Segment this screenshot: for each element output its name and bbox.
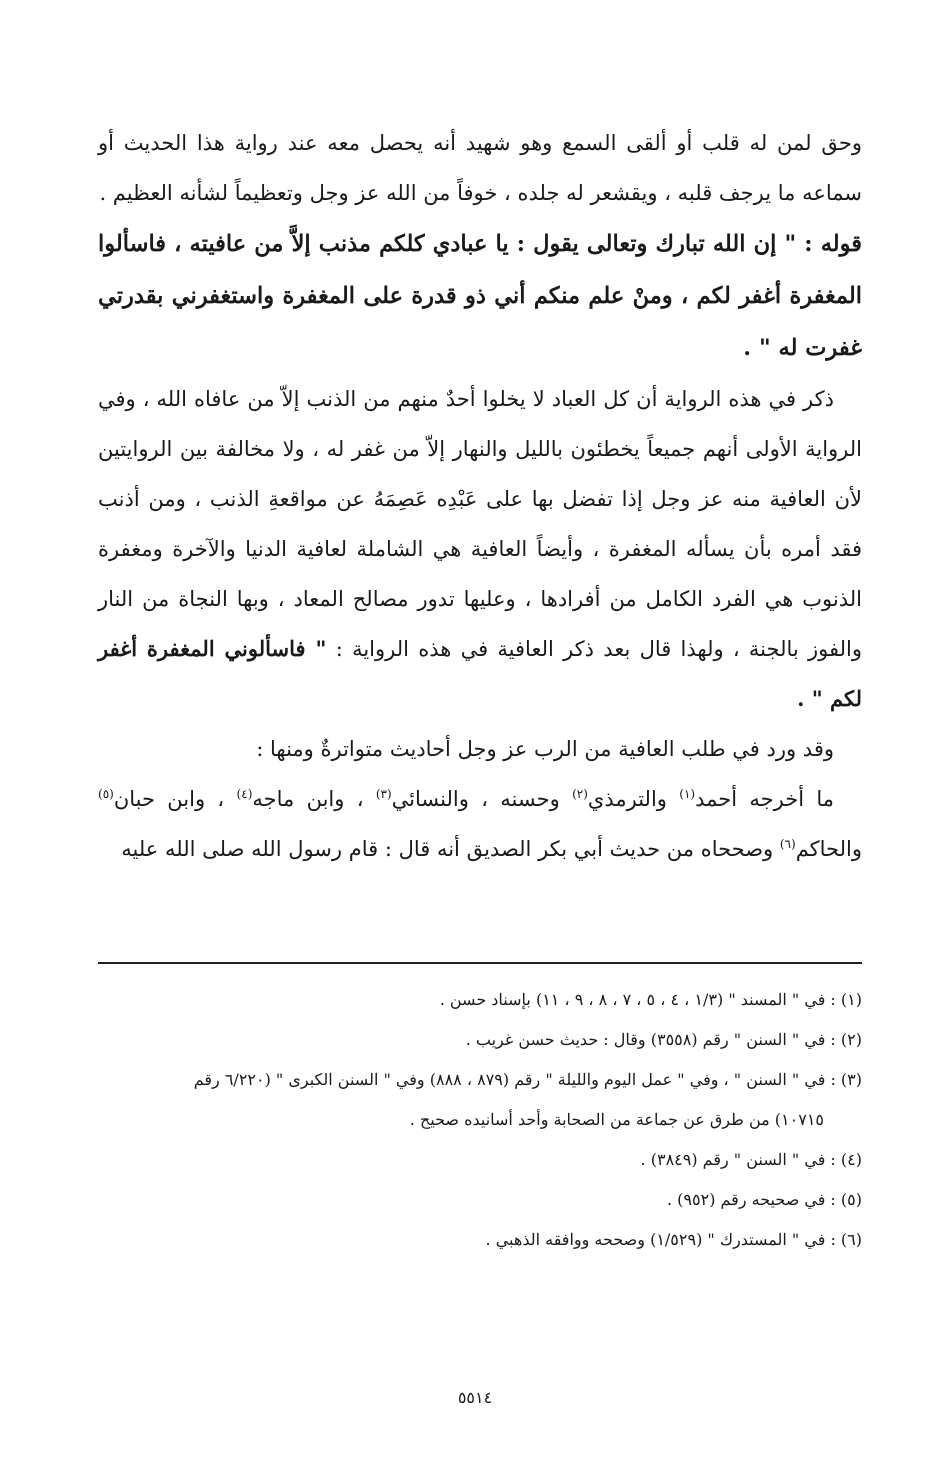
- footnote-separator: [98, 962, 862, 964]
- footnote-3: (٣) : في " السنن " ، وفي " عمل اليوم والليلة " رقم (٨٧٩ ، ٨٨٨) وفي " السنن الكبرى " (٦/٢٢٠ رقم: [193, 1070, 862, 1089]
- source-text: ، وابن حبان: [113, 787, 237, 811]
- footnote-1: (١) : في " المسند " (١/٣ ، ٤ ، ٥ ، ٧ ، ٨ ، ٩ ، ١١) بإسناد حسن .: [439, 990, 862, 1009]
- footnote-4: (٤) : في " السنن " رقم (٣٨٤٩) .: [640, 1150, 862, 1169]
- paragraph-sources: [98, 774, 862, 874]
- source-text: وحسنه ، والنسائي: [391, 787, 573, 811]
- footnote-5: (٥) : في صحيحه رقم (٩٥٢) .: [666, 1190, 862, 1209]
- paragraph-reverence: وحق لمن له قلب أو ألقى السمع وهو شهيد أنه يحصل معه عند رواية هذا الحديث أو سماعه ما يرجف قلبه ، ويقشعر له جلده ، خوفاً من الله عز وجل وتعظيماً لشأنه العظيم .: [98, 131, 862, 205]
- page-number: ٥٥١٤: [457, 1388, 493, 1407]
- hadith-quote: قوله : " إن الله تبارك وتعالى يقول : يا عبادي كلكم مذنب إلاَّ من عافيته ، فاسألوا المغفرة أغفر لكم ، ومنْ علم منكم أني ذو قدرة على المغفرة واستغفرني بقدرتي غفرت له " .: [98, 231, 862, 361]
- footnote-2: (٢) : في " السنن " رقم (٣٥٥٨) وقال : حديث حسن غريب .: [465, 1030, 862, 1049]
- source-text: ، وابن ماجه: [252, 787, 376, 811]
- footnote-ref: (١): [679, 787, 696, 801]
- paragraph-tawatur: [98, 724, 862, 774]
- source-text: ما أخرجه أحمد: [695, 787, 835, 811]
- footnote-ref: (٢): [572, 787, 588, 801]
- footnote-ref: (٥): [98, 787, 114, 801]
- commentary-text: ذكر في هذه الرواية أن كل العباد لا يخلوا أحدٌ منهم من الذنب إلاّ من عافاه الله ، وفي الرواية الأولى أنهم جميعاً يخطئون بالليل والنهار إلاّ من غفر له ، ولا مخالفة بين الروايتين لأن العافية منه عز وجل إذا تفضل بها على عَبْدِه عَصِمَهُ عن مواقعةِ الذنب ، ومن أذنب فقد أمره بأن يسأله المغفرة ، وأيضاً العافية هي الشاملة لعافية الدنيا والآخرة ومغفرة الذنوب هي الفرد الكامل من أفرادها ، وعليها تدور مصالح المعاد ، وبها النجاة من النار والفوز بالجنة ، ولهذا قال بعد ذكر العافية في هذه الرواية :: [98, 387, 862, 661]
- footnote-ref: (٤): [236, 787, 253, 801]
- footnote-ref: (٣): [375, 787, 392, 801]
- commentary-quote: " فاسألوني المغفرة أغفر لكم " .: [98, 636, 862, 711]
- footnote-ref: (٦): [779, 837, 796, 851]
- footnote-3-continued: ١٠٧١٥) من طرق عن جماعة من الصحابة وأحد أسانيده صحيح .: [409, 1110, 824, 1129]
- footnote-6: (٦) : في " المستدرك " (١/٥٢٩) وصححه ووافقه الذهبي .: [485, 1230, 862, 1249]
- source-text: وصححاه من حديث أبي بكر الصديق أنه قال : قام رسول الله صلى الله عليه: [121, 837, 780, 861]
- source-text: والترمذي: [587, 787, 680, 811]
- main-text: [98, 118, 862, 874]
- tawatur-text: وقد ورد في طلب العافية من الرب عز وجل أحاديث متواترةٌ ومنها :: [256, 737, 834, 761]
- paragraph-commentary: [98, 374, 862, 724]
- source-text: والحاكم: [795, 837, 862, 861]
- footnotes: [98, 980, 862, 1260]
